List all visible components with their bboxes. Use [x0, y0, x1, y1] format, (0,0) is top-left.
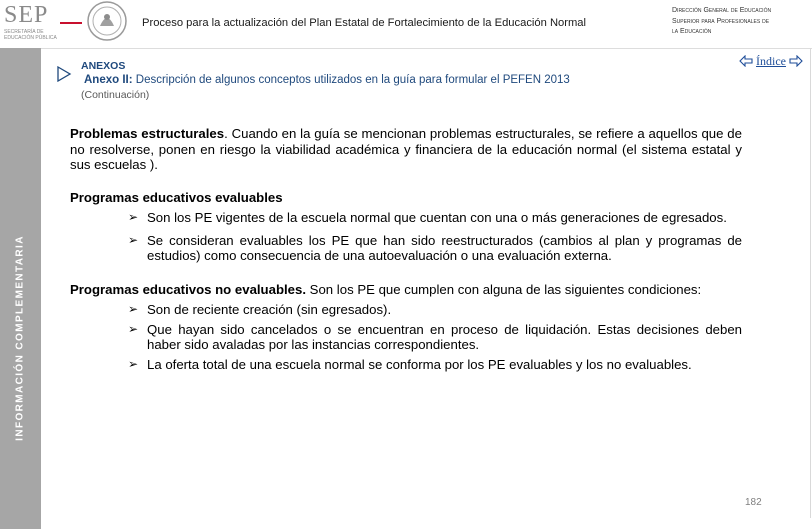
evaluable-programs-list: [70, 210, 742, 264]
non-evaluable-paragraph: [70, 282, 742, 298]
continuation-note: (Continuación): [81, 89, 150, 101]
bullet-arrow-icon: ➢: [128, 302, 139, 316]
play-arrow-icon: [56, 66, 72, 82]
header-bar: [0, 0, 812, 48]
national-seal-icon: [86, 0, 128, 42]
list-item: [70, 210, 742, 226]
list-item: [70, 302, 742, 318]
direction-line: la Educación: [672, 28, 712, 35]
list-item: [70, 322, 742, 353]
anexo-title-text: Descripción de algunos conceptos utilizados en la guía para formular el PEFEN 2013: [132, 74, 570, 86]
sidebar: [0, 48, 41, 529]
right-edge-line: [810, 48, 811, 518]
anexo-prefix: Anexo II:: [84, 74, 133, 86]
sep-logo-subtitle: SECRETARÍA DE EDUCACIÓN PÚBLICA: [4, 29, 57, 41]
document-header-title: Proceso para la actualización del Plan Estatal de Fortalecimiento de la Educación Normal: [142, 17, 587, 29]
list-item-text: Se consideran evaluables los PE que han sido reestructurados (cambios al plan y programas de estudios) como consecuencia de una autoevaluación o una evaluación externa.: [147, 232, 742, 263]
section-category: ANEXOS: [81, 60, 126, 72]
direction-line: Superior para Profesionales de: [672, 17, 770, 25]
direction-line: Dirección General de Educación: [672, 7, 772, 14]
direction-name: [672, 6, 804, 38]
page-number: 182: [745, 497, 762, 508]
paragraph-text: Son los PE que cumplen con alguna de las siguientes condiciones:: [306, 281, 702, 297]
bullet-arrow-icon: ➢: [128, 210, 139, 224]
section-title: [84, 74, 570, 86]
list-item-text: La oferta total de una escuela normal se conforma por los PE evaluables y los no evaluables.: [147, 356, 692, 372]
sidebar-label: INFORMACIÓN COMPLEMENTARIA: [14, 235, 26, 441]
list-item: [70, 233, 742, 264]
bullet-arrow-icon: ➢: [128, 356, 139, 371]
list-item: [70, 357, 742, 373]
sep-logo-letters: SEP: [4, 2, 49, 28]
logo-divider: [60, 22, 82, 24]
term-heading: Problemas estructurales: [70, 126, 225, 141]
main-content: [70, 126, 742, 372]
structural-problems-paragraph: [70, 126, 742, 173]
paragraph-text: . Cuando en la guía se mencionan problemas estructurales, se refiere a aquellos que de no resolverse, ponen en riesgo la viabilidad académica y financiera de la educación normal (el sistema estatal y sus escuelas ).: [70, 126, 742, 172]
non-evaluable-programs-list: [70, 302, 742, 372]
list-item-text: Son de reciente creación (sin egresados).: [147, 302, 392, 317]
term-heading: Programas educativos no evaluables.: [70, 281, 307, 297]
evaluable-programs-heading: Programas educativos evaluables: [70, 189, 283, 205]
index-link[interactable]: Índice: [756, 53, 786, 68]
navigation: [739, 53, 803, 69]
list-item-text: Son los PE vigentes de la escuela normal que cuentan con una o más generaciones de egresados.: [147, 210, 727, 225]
next-arrow-icon[interactable]: [789, 55, 803, 67]
bullet-arrow-icon: ➢: [128, 321, 139, 336]
list-item-text: Que hayan sido cancelados o se encuentran en proceso de liquidación. Estas decisiones deben haber sido avaladas por las instancias correspondientes.: [147, 321, 742, 352]
previous-arrow-icon[interactable]: [739, 55, 753, 67]
bullet-arrow-icon: ➢: [128, 232, 139, 247]
header-divider: [41, 48, 812, 49]
